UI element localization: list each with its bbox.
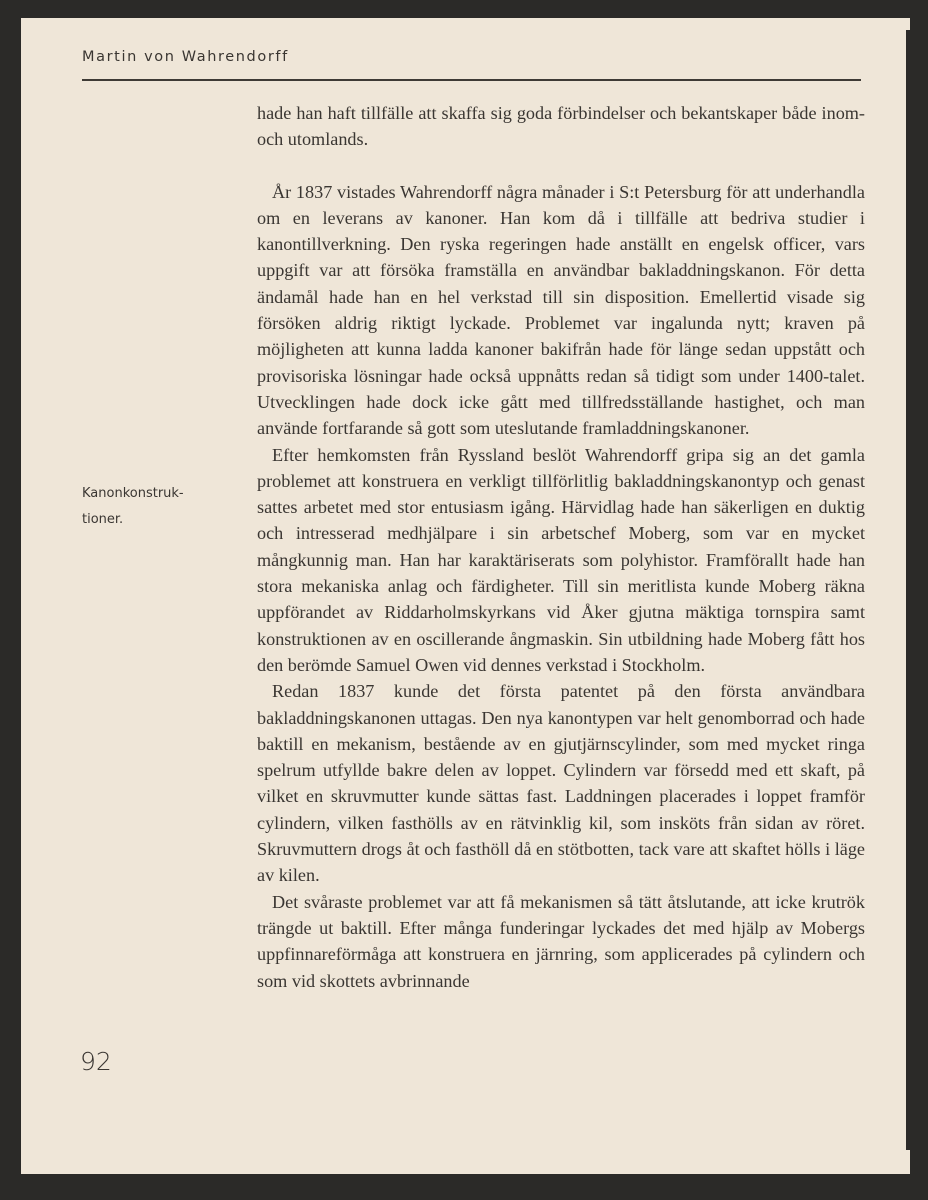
paragraph: Redan 1837 kunde det första patentet på den första användbara bakladdningskanonen uttagas. Den nya kanontypen var helt genomborrad och hade baktill en mekanism, bestående av en gjutjärnscylinder, som med mycket ringa spelrum utfyllde bakre delen av loppet. Cylindern var försedd med ett skaft, på vilket en skruvmutter kunde sättas fast. Laddningen placerades i loppet framför cylindern, vilken fasthölls av en rätvinklig kil, som insköts från sidan av röret. Skruvmuttern drogs åt och fasthöll då en stötbotten, tack vare att skaftet hölls i läge av kilen.: [257, 681, 865, 886]
margin-note: [82, 481, 242, 533]
paragraph: hade han haft tillfälle att skaffa sig goda förbindelser och bekantskaper både inom- och utomlands.: [257, 103, 865, 150]
paragraph: Det svåraste problemet var att få mekanismen så tätt åtslutande, att icke krutrök trängde ut baktill. Efter många funderingar lyckades det med hjälp av Mobergs uppfinnareförmåga att konstruera en järnring, som applicerades på cylindern och som vid skottets avbrinnande: [257, 891, 865, 991]
paragraph: Efter hemkomsten från Ryssland beslöt Wahrendorff gripa sig an det gamla problemet att konstruera en verkligt tillförlitlig bakladdningskanontyp och genast sattes arbetet med stor entusiasm igång. Härvidlag hade han säkerligen en duktig och intresserad medhjälpare i sin arbetschef Moberg, som var en mycket mångkunnig man. Han har karaktäriserats som polyhistor. Framförallt hade han stora mekaniska anlag och färdigheter. Till sin meritlista kunde Moberg räkna uppförandet av Riddarholmskyrkans vid Åker gjutna mäktiga tornspira samt konstruktionen av en oscillerande ångmaskin. Sin utbildning hade Moberg fått hos den berömde Samuel Owen vid dennes verkstad i Stockholm.: [257, 444, 865, 675]
margin-note-line: tioner.: [82, 512, 124, 527]
torn-page-edge: [906, 30, 912, 1150]
paragraph: År 1837 vistades Wahrendorff några månader i S:t Petersburg för att underhandla om en leverans av kanoner. Han kom då i tillfälle att bedriva studier i kanontillverkning. Den ryska regeringen hade anställt en engelsk officer, vars uppgift var att försöka framställa en användbar bakladdningskanon. För detta ändamål hade han en hel verkstad till sin disposition. Emellertid visade sig försöken aldrig riktigt lyckade. Problemet var ingalunda nytt; kraven på möjligheten att kunna ladda kanoner bakifrån hade för länge sedan uppstått och provisoriska lösningar hade också uppnåtts redan så tidigt som under 1400-talet. Utvecklingen hade dock icke gått med tillfredsställande hastighet, och man använde fortfarande så gott som uteslutande framladdningskanoner.: [257, 181, 865, 439]
header-rule: [82, 79, 861, 81]
running-header: Martin von Wahrendorff: [82, 49, 289, 65]
body-text: [257, 100, 865, 994]
page-number: 92: [80, 1047, 112, 1076]
margin-note-line: Kanonkonstruk-: [82, 486, 184, 501]
